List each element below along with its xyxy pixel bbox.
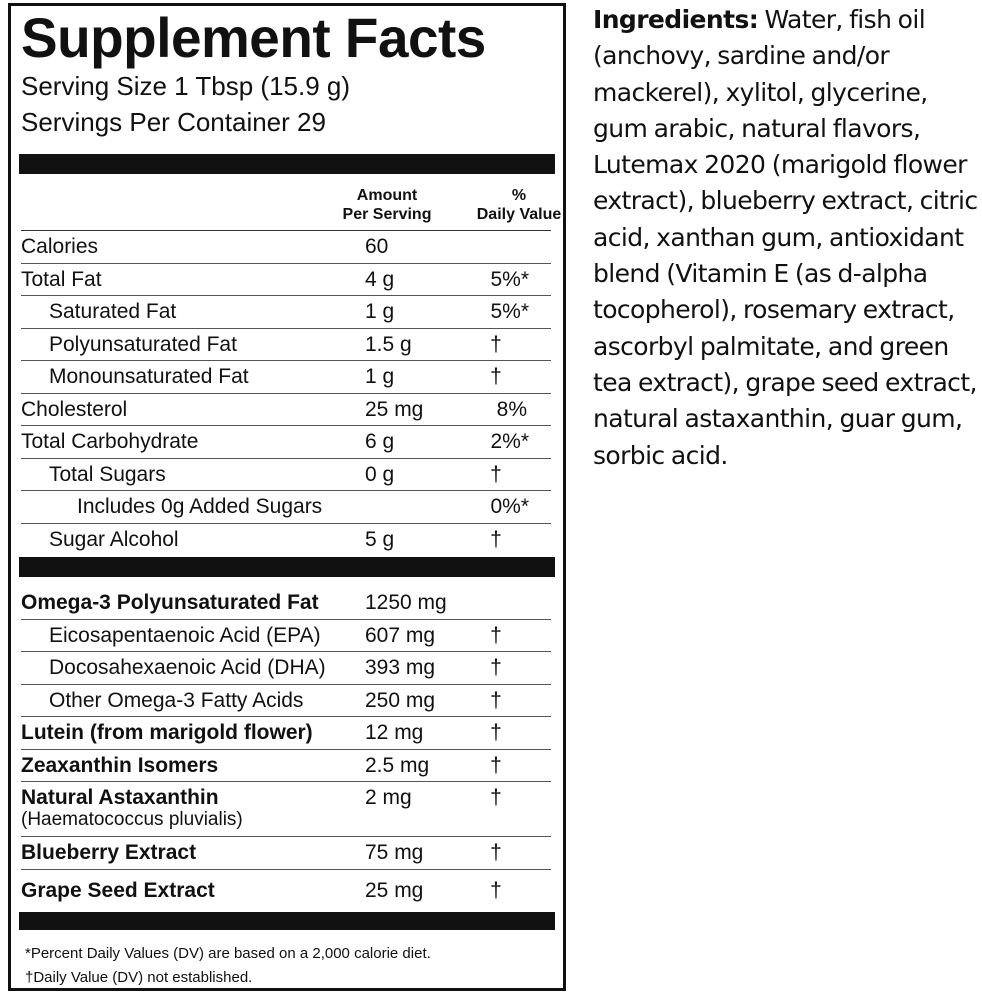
serving-size: Serving Size 1 Tbsp (15.9 g) xyxy=(21,71,351,101)
thick-divider xyxy=(19,912,555,930)
nutrient-dv: † xyxy=(490,462,502,486)
panel-title: Supplement Facts xyxy=(21,6,486,69)
nutrient-amount: 25 mg xyxy=(365,397,424,421)
nutrient-dv: 5%* xyxy=(490,300,529,323)
nutrient-amount: 6 g xyxy=(365,430,395,453)
nutrient-row-cholesterol xyxy=(21,394,551,427)
nutrient-amount: 25 mg xyxy=(365,878,424,902)
nutrient-name: Calories xyxy=(21,235,99,258)
nutrient-dv: † xyxy=(490,656,502,679)
nutrient-row-omega-3 xyxy=(21,587,551,620)
nutrient-name: Total Fat xyxy=(21,267,102,291)
daily-value-header-line1: % xyxy=(511,187,527,204)
nutrient-amount: 0 g xyxy=(365,462,395,486)
ingredients-text: Water, fish oil (anchovy, sardine and/or mackerel), xylitol, glycerine, gum arabic, natural flavors, Lutemax 2020 (marigold flower extract), blueberry extract, citric acid, xanthan gum, antioxidant blend (Vitamin E (as d-alpha tocopherol), rosemary extract, ascorbyl palmitate, and green tea extract), grape seed extract, natural astaxanthin, guar gum, sorbic acid. xyxy=(593,5,978,470)
nutrient-amount: 1.5 g xyxy=(365,332,412,356)
nutrient-name: Sugar Alcohol xyxy=(49,527,179,551)
daily-value-header xyxy=(469,186,569,224)
nutrient-name: Includes 0g Added Sugars xyxy=(77,495,323,518)
supplement-facts-panel xyxy=(8,3,566,991)
nutrient-dv: † xyxy=(490,721,502,744)
nutrient-amount: 2.5 mg xyxy=(365,753,430,777)
nutrient-row-monounsaturated-fat xyxy=(21,361,551,394)
amount-header xyxy=(337,186,437,224)
nutrient-name: Polyunsaturated Fat xyxy=(49,332,237,356)
nutrient-dv: 8% xyxy=(496,397,527,421)
nutrient-dv: † xyxy=(490,688,502,712)
nutrient-name: Other Omega-3 Fatty Acids xyxy=(49,688,304,712)
footnote-dv-not-established: †Daily Value (DV) not established. xyxy=(25,968,253,986)
amount-header-line2: Per Serving xyxy=(342,206,432,223)
nutrient-dv: † xyxy=(490,841,502,864)
amount-header-line1: Amount xyxy=(356,187,418,204)
nutrient-amount: 60 xyxy=(365,235,389,258)
footnotes xyxy=(21,942,551,990)
nutrient-dv: † xyxy=(490,332,502,356)
nutrient-row-zeaxanthin xyxy=(21,750,551,783)
nutrient-name: Blueberry Extract xyxy=(21,841,197,864)
nutrient-row-dha xyxy=(21,652,551,685)
nutrient-row-total-carbohydrate xyxy=(21,426,551,459)
nutrient-row-polyunsaturated-fat xyxy=(21,329,551,362)
thick-divider xyxy=(19,154,555,174)
nutrient-dv: † xyxy=(490,878,502,902)
nutrient-name: Omega-3 Polyunsaturated Fat xyxy=(21,591,319,614)
nutrient-amount: 1250 mg xyxy=(365,591,447,614)
nutrient-row-saturated-fat xyxy=(21,296,551,329)
nutrient-row-total-sugars xyxy=(21,459,551,492)
thick-divider xyxy=(19,557,555,577)
spacer xyxy=(21,577,551,587)
nutrient-name: Monounsaturated Fat xyxy=(49,365,249,388)
nutrient-dv: † xyxy=(490,753,502,777)
nutrient-amount: 607 mg xyxy=(365,623,436,647)
nutrient-row-total-fat xyxy=(21,264,551,297)
nutrient-row-grape-seed xyxy=(21,870,551,908)
nutrient-amount: 5 g xyxy=(365,527,395,551)
nutrient-amount: 1 g xyxy=(365,300,395,323)
nutrient-amount: 4 g xyxy=(365,267,395,291)
nutrient-row-other-omega-3 xyxy=(21,685,551,718)
nutrient-amount: 393 mg xyxy=(365,656,436,679)
nutrient-dv: † xyxy=(490,786,502,809)
nutrient-name: Docosahexaenoic Acid (DHA) xyxy=(49,656,326,679)
footnote-percent-dv: *Percent Daily Values (DV) are based on a 2,000 calorie diet. xyxy=(25,944,431,962)
nutrient-amount: 2 mg xyxy=(365,786,412,809)
nutrient-name: Natural Astaxanthin xyxy=(21,786,219,809)
nutrient-amount: 75 mg xyxy=(365,841,424,864)
nutrient-name: Cholesterol xyxy=(21,397,128,421)
nutrient-name: Total Sugars xyxy=(49,462,166,486)
column-header xyxy=(21,174,562,231)
nutrient-source: (Haematococcus pluvialis) xyxy=(21,809,243,830)
nutrient-dv: † xyxy=(490,365,502,388)
servings-per-container: Servings Per Container 29 xyxy=(21,107,326,137)
nutrient-dv: 2%* xyxy=(490,430,529,453)
nutrient-amount: 12 mg xyxy=(365,721,424,744)
ingredients-lead: Ingredients: xyxy=(593,5,759,34)
nutrient-row-blueberry xyxy=(21,837,551,870)
nutrient-dv: 5%* xyxy=(490,267,529,291)
nutrient-name: Lutein (from marigold flower) xyxy=(21,721,313,744)
nutrient-row-epa xyxy=(21,620,551,653)
nutrient-row-lutein xyxy=(21,717,551,750)
nutrient-name: Total Carbohydrate xyxy=(21,430,199,453)
ingredients-statement xyxy=(593,2,981,474)
nutrient-amount: 1 g xyxy=(365,365,395,388)
nutrient-name: Grape Seed Extract xyxy=(21,878,215,902)
daily-value-header-line2: Daily Value xyxy=(476,206,562,223)
nutrient-dv: † xyxy=(490,623,502,647)
nutrient-dv: 0%* xyxy=(490,495,529,518)
nutrient-name: Saturated Fat xyxy=(49,300,177,323)
nutrient-row-sugar-alcohol xyxy=(21,524,551,556)
nutrient-row-added-sugars xyxy=(21,491,551,524)
nutrient-name: Eicosapentaenoic Acid (EPA) xyxy=(49,623,321,647)
nutrient-name: Zeaxanthin Isomers xyxy=(21,753,219,777)
nutrient-row-calories xyxy=(21,231,551,264)
nutrient-row-astaxanthin xyxy=(21,782,551,837)
nutrient-dv: † xyxy=(490,527,502,551)
nutrient-amount: 250 mg xyxy=(365,688,436,712)
